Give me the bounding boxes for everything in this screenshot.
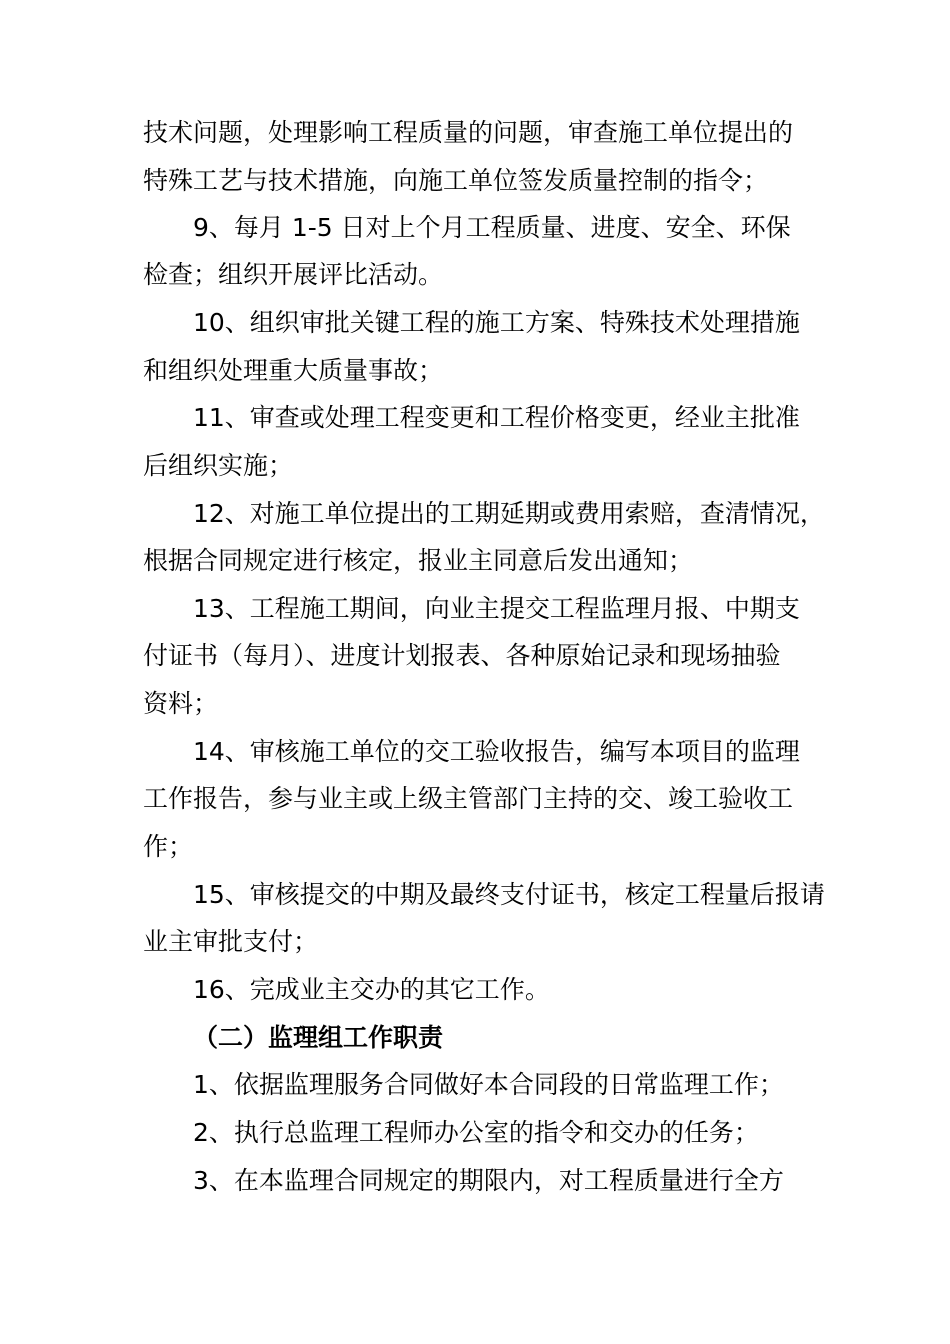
list-item-16: 16、完成业主交办的其它工作。: [193, 975, 550, 1004]
list-item-10: 10、组织审批关键工程的施工方案、特殊技术处理措施: [193, 308, 800, 337]
list-item-9: 9、每月 1-5 日对上个月工程质量、进度、安全、环保: [193, 213, 791, 242]
list-item-2: 2、执行总监理工程师办公室的指令和交办的任务；: [193, 1118, 759, 1147]
section-heading: （二）监理组工作职责: [193, 1023, 444, 1052]
text-line: 技术问题，处理影响工程质量的问题，审查施工单位提出的: [143, 118, 794, 147]
text-line: 业主审批支付；: [143, 927, 319, 956]
text-line: 工作报告，参与业主或上级主管部门主持的交、竣工验收工: [143, 784, 794, 813]
text-line: 付证书（每月）、进度计划报表、各种原始记录和现场抽验: [143, 641, 781, 670]
text-line: 检查；组织开展评比活动。: [143, 260, 444, 289]
list-item-13: 13、工程施工期间，向业主提交工程监理月报、中期支: [193, 594, 800, 623]
list-item-3: 3、在本监理合同规定的期限内，对工程质量进行全方: [193, 1166, 784, 1195]
text-line: 作；: [143, 832, 194, 861]
text-line: 后组织实施；: [143, 451, 294, 480]
list-item-14: 14、审核施工单位的交工验收报告，编写本项目的监理: [193, 737, 800, 766]
text-line: 和组织处理重大质量事故；: [143, 356, 444, 385]
list-item-12: 12、对施工单位提出的工期延期或费用索赔，查清情况，: [193, 499, 825, 528]
list-item-15: 15、审核提交的中期及最终支付证书，核定工程量后报请: [193, 880, 825, 909]
text-line: 特殊工艺与技术措施，向施工单位签发质量控制的指令；: [143, 166, 769, 195]
list-item-1: 1、依据监理服务合同做好本合同段的日常监理工作；: [193, 1070, 784, 1099]
list-item-11: 11、审查或处理工程变更和工程价格变更，经业主批准: [193, 403, 800, 432]
text-line: 根据合同规定进行核定，报业主同意后发出通知；: [143, 546, 694, 575]
text-line: 资料；: [143, 689, 219, 718]
